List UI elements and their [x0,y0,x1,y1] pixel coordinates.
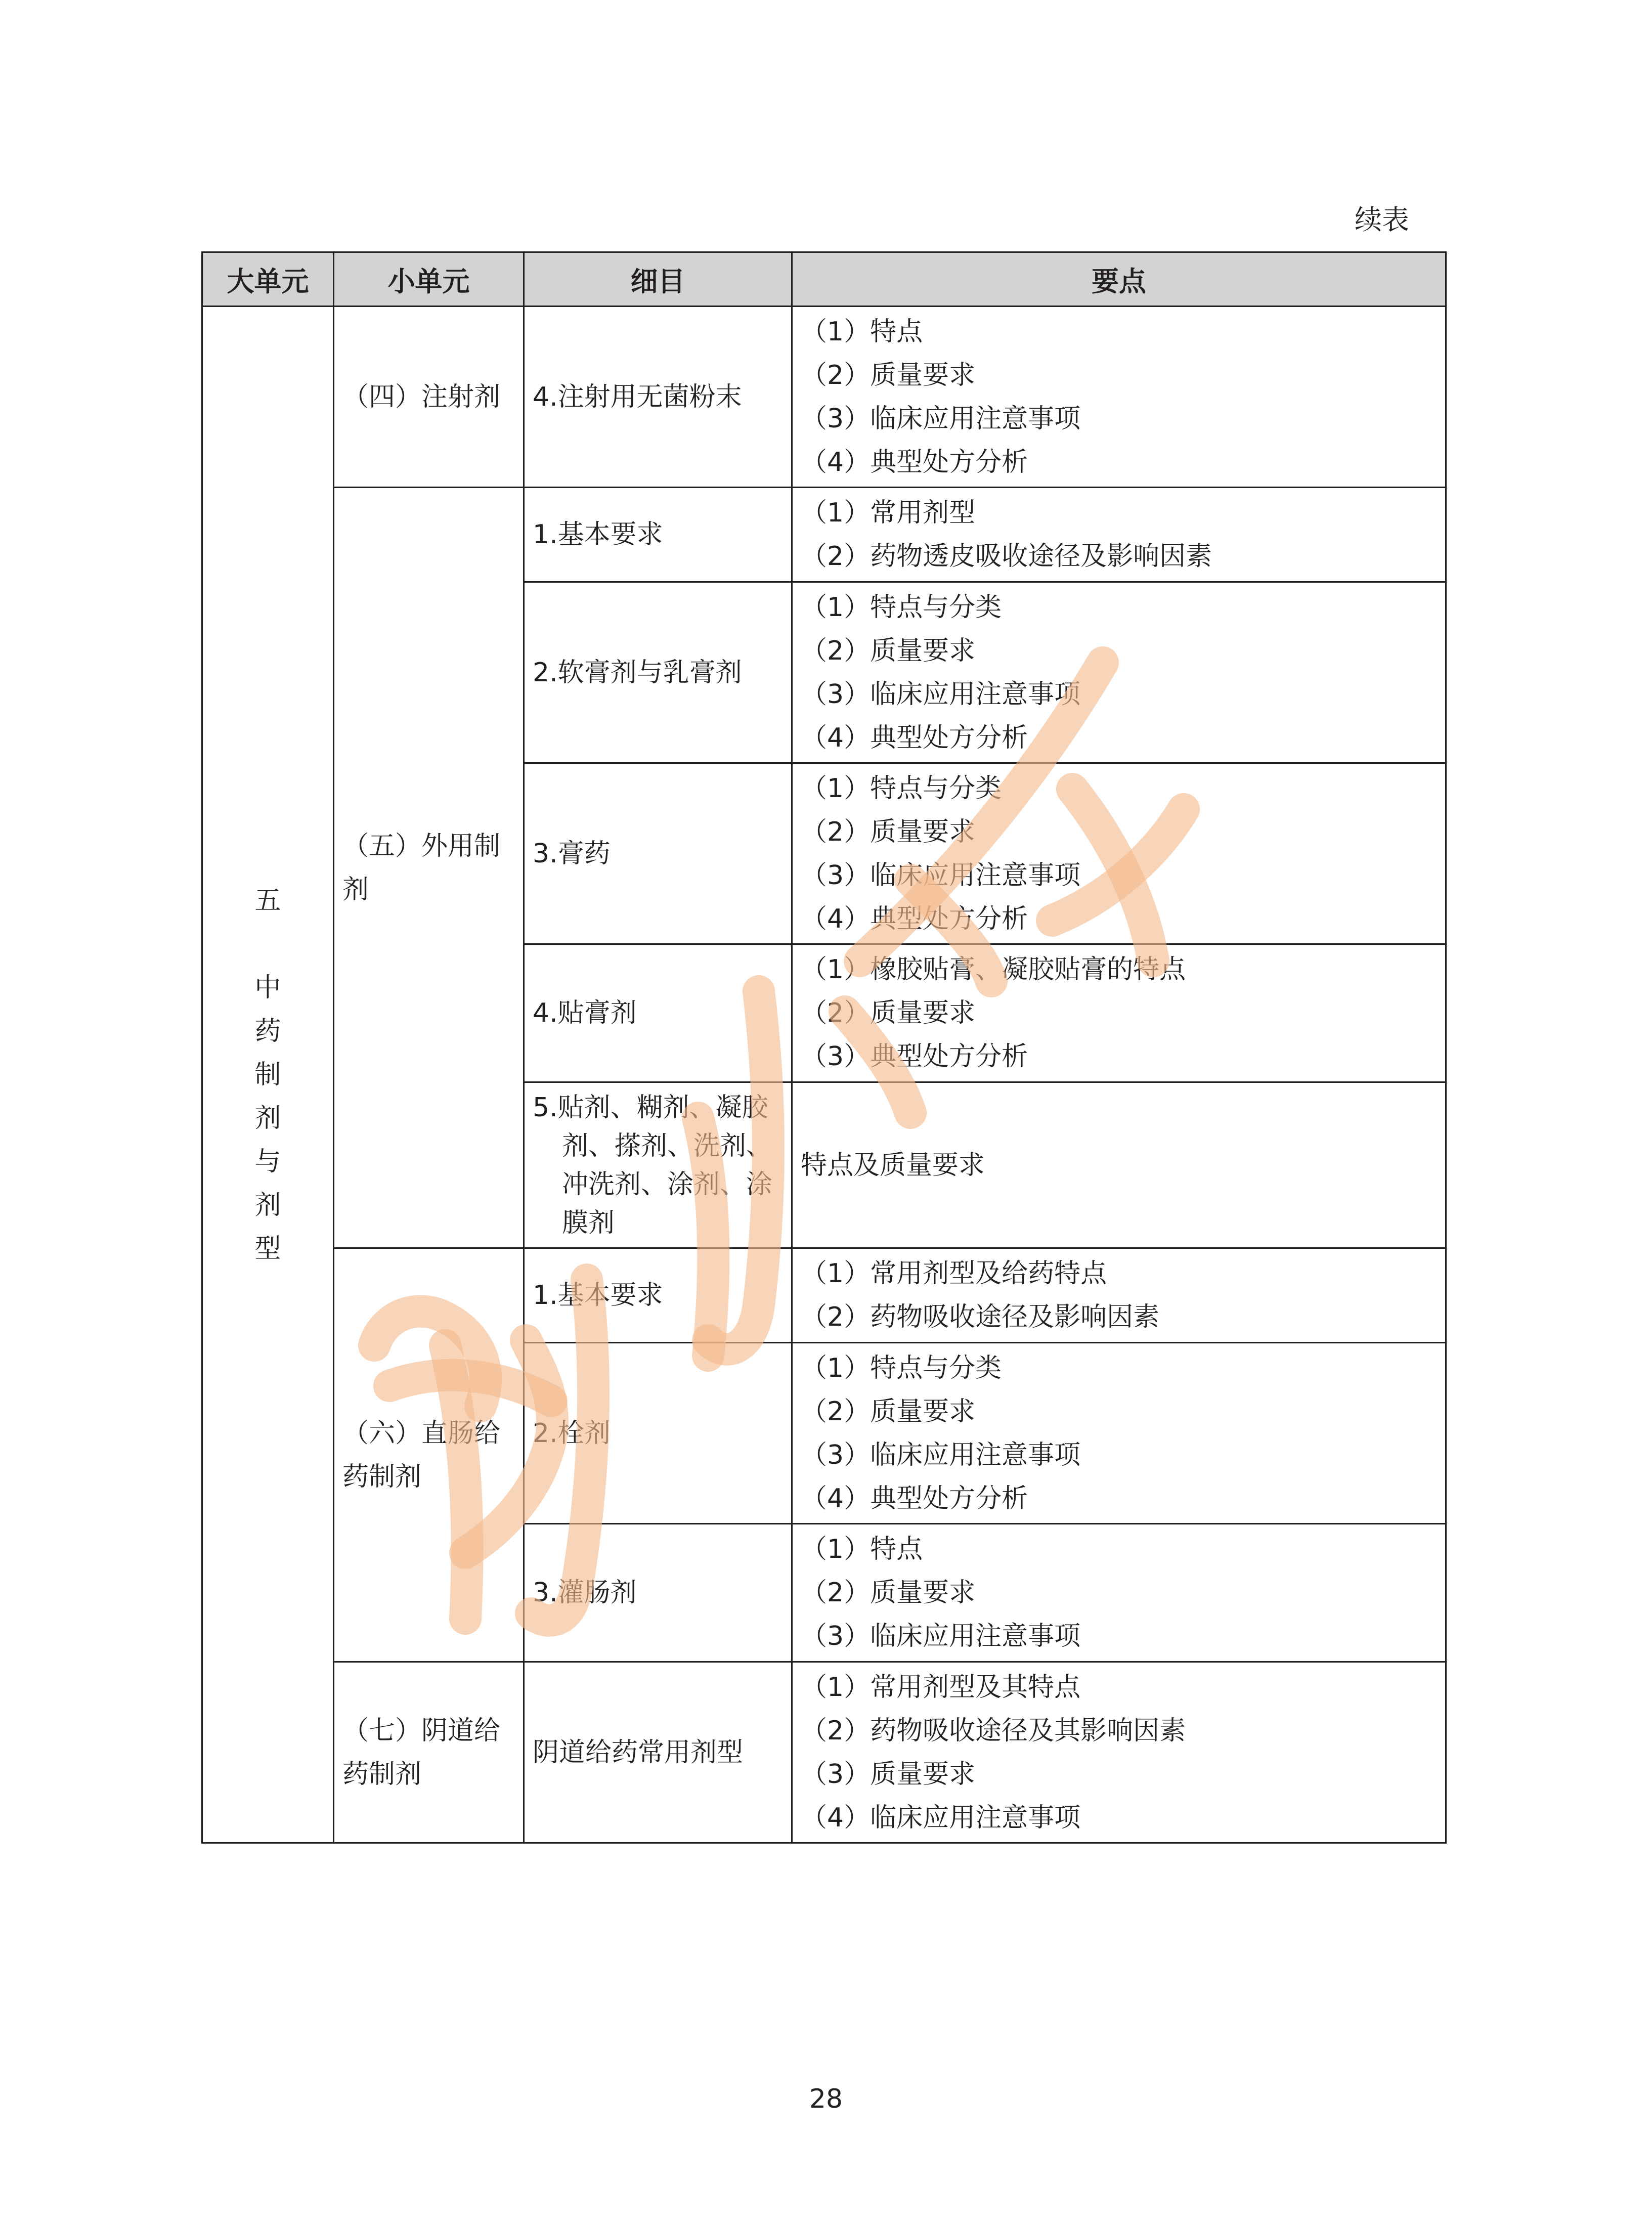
page-number: 28 [809,2084,843,2114]
point-item: 特点及质量要求 [801,1150,985,1181]
point-item: （1）特点与分类 [801,1353,1002,1383]
point-item: （2）药物透皮吸收途径及影响因素 [801,541,1212,572]
table-row [202,1662,1446,1843]
detail-cell: 阴道给药常用剂型 [524,1662,792,1843]
major-unit-char: 药 [254,1016,281,1046]
point-item: （1）常用剂型及给药特点 [801,1258,1107,1289]
header-detail: 细目 [524,252,792,307]
point-item: （3）临床应用注意事项 [801,1621,1081,1651]
continued-label: 续表 [1355,204,1409,236]
points-cell [792,582,1446,763]
minor-unit-cell: （七）阴道给药制剂 [334,1662,524,1843]
point-item: （3）临床应用注意事项 [801,679,1081,710]
detail-cell: 3.膏药 [524,763,792,944]
point-item: （1）常用剂型及其特点 [801,1672,1081,1703]
major-unit-char: 与 [254,1146,281,1177]
point-item: （2）药物吸收途径及其影响因素 [801,1715,1186,1746]
point-item: （4）典型处方分析 [801,1483,1028,1514]
detail-cell [524,1082,792,1248]
syllabus-table [201,251,1447,1844]
detail-cell: 2.栓剂 [524,1343,792,1524]
point-item: （2）质量要求 [801,816,976,847]
point-item: （3）临床应用注意事项 [801,403,1081,434]
major-unit-char: 中 [254,972,281,1003]
points-cell [792,1248,1446,1343]
major-unit-char: 剂 [254,1103,281,1133]
header-minor-unit: 小单元 [334,252,524,307]
detail-cell: 3.灌肠剂 [524,1524,792,1662]
point-item: （4）典型处方分析 [801,447,1028,477]
point-item: （1）特点 [801,316,923,347]
header-points: 要点 [792,252,1446,307]
point-item: （2）质量要求 [801,1578,976,1608]
table-row [202,307,1446,488]
major-unit-char: 制 [254,1059,281,1090]
minor-unit-cell: （六）直肠给药制剂 [334,1248,524,1662]
point-item: （2）质量要求 [801,360,976,390]
point-item: （4）典型处方分析 [801,722,1028,753]
point-item: （2）质量要求 [801,998,976,1028]
table-row [202,488,1446,582]
points-cell [792,1662,1446,1843]
point-item: （2）药物吸收途径及影响因素 [801,1302,1160,1332]
point-item: （1）特点与分类 [801,592,1002,623]
major-unit-char: 剂 [254,1190,281,1220]
major-unit-number: 五 [254,885,281,916]
point-item: （3）临床应用注意事项 [801,1439,1081,1470]
points-cell [792,307,1446,488]
point-item: （1）橡胶贴膏、凝胶贴膏的特点 [801,954,1186,985]
points-cell [792,763,1446,944]
points-cell [792,1343,1446,1524]
table-row [202,1248,1446,1343]
detail-cell: 4.注射用无菌粉末 [524,307,792,488]
detail-cell: 1.基本要求 [524,1248,792,1343]
point-item: （1）常用剂型 [801,498,976,528]
point-item: （1）特点 [801,1534,923,1564]
point-item: （3）质量要求 [801,1759,976,1790]
header-major-unit: 大单元 [202,252,334,307]
minor-unit-cell: （四）注射剂 [334,307,524,488]
points-cell [792,1524,1446,1662]
point-item: （2）质量要求 [801,1396,976,1427]
point-item: （4）临床应用注意事项 [801,1802,1081,1833]
point-item: （1）特点与分类 [801,773,1002,804]
detail-text: 5.贴剂、糊剂、凝胶剂、搽剂、洗剂、冲洗剂、涂剂、涂膜剂 [533,1092,773,1238]
minor-unit-cell: （五）外用制剂 [334,488,524,1248]
point-item: （4）典型处方分析 [801,903,1028,934]
points-cell [792,944,1446,1082]
major-unit-cell [202,307,334,1843]
point-item: （3）典型处方分析 [801,1041,1028,1072]
header-row [202,252,1446,307]
point-item: （3）临床应用注意事项 [801,860,1081,891]
detail-cell: 2.软膏剂与乳膏剂 [524,582,792,763]
detail-cell: 4.贴膏剂 [524,944,792,1082]
points-cell [792,1082,1446,1248]
points-cell [792,488,1446,582]
detail-cell: 1.基本要求 [524,488,792,582]
point-item: （2）质量要求 [801,635,976,666]
major-unit-char: 型 [254,1233,281,1264]
